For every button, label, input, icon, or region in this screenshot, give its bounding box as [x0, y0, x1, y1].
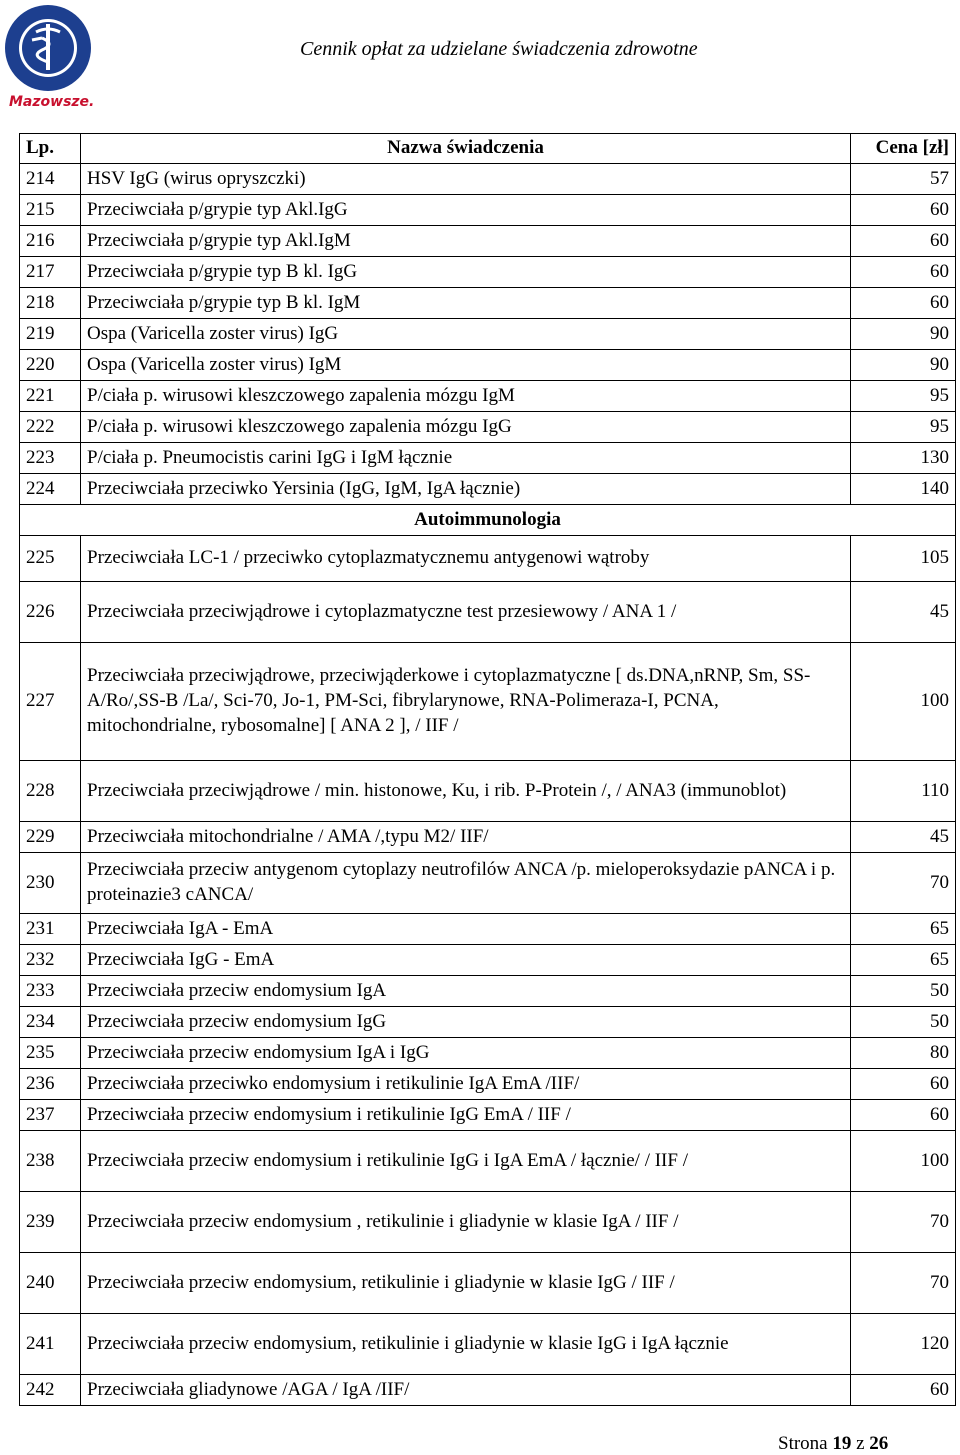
row-lp: 225	[20, 536, 81, 582]
row-lp: 222	[20, 412, 81, 443]
table-row	[20, 1375, 956, 1406]
row-price: 65	[851, 914, 956, 945]
row-price: 50	[851, 976, 956, 1007]
row-lp: 220	[20, 350, 81, 381]
table-row	[20, 164, 956, 195]
table-row	[20, 1192, 956, 1253]
row-lp: 240	[20, 1253, 81, 1314]
row-price: 45	[851, 582, 956, 643]
table-header-row	[20, 134, 956, 164]
row-lp: 226	[20, 582, 81, 643]
table-row	[20, 474, 956, 505]
row-price: 80	[851, 1038, 956, 1069]
table-row	[20, 1069, 956, 1100]
row-price: 45	[851, 822, 956, 853]
row-lp: 242	[20, 1375, 81, 1406]
row-name: Przeciwciała gliadynowe /AGA / IgA /IIF/	[81, 1375, 851, 1406]
table-row	[20, 381, 956, 412]
row-price: 105	[851, 536, 956, 582]
row-price: 70	[851, 1253, 956, 1314]
row-name: Przeciwciała przeciw endomysium i retikulinie IgG i IgA EmA / łącznie/ / IIF /	[81, 1131, 851, 1192]
row-lp: 223	[20, 443, 81, 474]
row-price: 100	[851, 643, 956, 761]
row-name: Przeciwciała przeciw endomysium, retikulinie i gliadynie w klasie IgG i IgA łącznie	[81, 1314, 851, 1375]
row-lp: 236	[20, 1069, 81, 1100]
row-lp: 215	[20, 195, 81, 226]
price-table	[19, 133, 956, 1406]
row-name: Przeciwciała IgA - EmA	[81, 914, 851, 945]
table-row	[20, 288, 956, 319]
table-row	[20, 319, 956, 350]
table-row	[20, 582, 956, 643]
row-lp: 239	[20, 1192, 81, 1253]
row-lp: 221	[20, 381, 81, 412]
table-row	[20, 822, 956, 853]
row-name: Przeciwciała p/grypie typ Akl.IgM	[81, 226, 851, 257]
section-row	[20, 505, 956, 536]
row-name: Przeciwciała przeciwko Yersinia (IgG, IgM, IgA łącznie)	[81, 474, 851, 505]
row-lp: 216	[20, 226, 81, 257]
row-name: Przeciwciała p/grypie typ Akl.IgG	[81, 195, 851, 226]
table-row	[20, 1314, 956, 1375]
table-row	[20, 257, 956, 288]
table-row	[20, 226, 956, 257]
row-lp: 228	[20, 761, 81, 822]
table-row	[20, 443, 956, 474]
table-row	[20, 914, 956, 945]
row-name: Przeciwciała p/grypie typ B kl. IgG	[81, 257, 851, 288]
row-name: Przeciwciała przeciwjądrowe, przeciwjąderkowe i cytoplazmatyczne [ ds.DNA,nRNP, Sm, SS-A/Ro/,SS-B /La/, Sci-70, Jo-1, PM-Sci, fibrylarynowe, RNA-Polimeraza-I, PCNA, mitochondrialne, rybosomalne] [ ANA 2 ], / IIF /	[81, 643, 851, 761]
row-lp: 233	[20, 976, 81, 1007]
row-price: 57	[851, 164, 956, 195]
row-price: 130	[851, 443, 956, 474]
row-lp: 237	[20, 1100, 81, 1131]
table-row	[20, 195, 956, 226]
table-row	[20, 1038, 956, 1069]
row-name: Ospa (Varicella zoster virus) IgM	[81, 350, 851, 381]
table-row	[20, 761, 956, 822]
column-header-name: Nazwa świadczenia	[81, 134, 851, 164]
row-price: 95	[851, 412, 956, 443]
row-lp: 217	[20, 257, 81, 288]
table-row	[20, 412, 956, 443]
table-row	[20, 1253, 956, 1314]
row-name: Przeciwciała p/grypie typ B kl. IgM	[81, 288, 851, 319]
column-header-price: Cena [zł]	[851, 134, 956, 164]
row-lp: 229	[20, 822, 81, 853]
row-price: 90	[851, 319, 956, 350]
row-lp: 219	[20, 319, 81, 350]
row-lp: 238	[20, 1131, 81, 1192]
column-header-lp: Lp.	[20, 134, 81, 164]
row-name: HSV IgG (wirus opryszczki)	[81, 164, 851, 195]
row-name: Przeciwciała mitochondrialne / AMA /,typu M2/ IIF/	[81, 822, 851, 853]
row-price: 70	[851, 1192, 956, 1253]
row-price: 90	[851, 350, 956, 381]
table-row	[20, 536, 956, 582]
row-name: Przeciwciała przeciwko endomysium i retikulinie IgA EmA /IIF/	[81, 1069, 851, 1100]
table-row	[20, 976, 956, 1007]
row-price: 120	[851, 1314, 956, 1375]
page-number: Strona 19 z 26	[778, 1433, 889, 1454]
hospital-logo	[2, 2, 94, 114]
row-name: P/ciała p. wirusowi kleszczowego zapalenia mózgu IgM	[81, 381, 851, 412]
document-title: Cennik opłat za udzielane świadczenia zdrowotne	[300, 38, 698, 60]
row-name: Przeciwciała przeciw endomysium, retikulinie i gliadynie w klasie IgG / IIF /	[81, 1253, 851, 1314]
table-row	[20, 643, 956, 761]
row-price: 60	[851, 1375, 956, 1406]
row-name: Przeciwciała LC-1 / przeciwko cytoplazmatycznemu antygenowi wątroby	[81, 536, 851, 582]
row-name: Przeciwciała IgG - EmA	[81, 945, 851, 976]
row-price: 100	[851, 1131, 956, 1192]
table-row	[20, 350, 956, 381]
row-lp: 235	[20, 1038, 81, 1069]
row-name: Przeciwciała przeciw endomysium IgA	[81, 976, 851, 1007]
row-price: 50	[851, 1007, 956, 1038]
table-row	[20, 853, 956, 914]
row-name: Przeciwciała przeciw endomysium IgG	[81, 1007, 851, 1038]
row-price: 60	[851, 1069, 956, 1100]
table-row	[20, 1131, 956, 1192]
section-heading: Autoimmunologia	[20, 505, 956, 536]
row-name: Przeciwciała przeciw endomysium i retikulinie IgG EmA / IIF /	[81, 1100, 851, 1131]
row-price: 60	[851, 226, 956, 257]
row-lp: 230	[20, 853, 81, 914]
row-price: 60	[851, 195, 956, 226]
row-lp: 218	[20, 288, 81, 319]
row-name: Przeciwciała przeciwjądrowe i cytoplazmatyczne test przesiewowy / ANA 1 /	[81, 582, 851, 643]
row-lp: 234	[20, 1007, 81, 1038]
row-name: P/ciała p. Pneumocistis carini IgG i IgM łącznie	[81, 443, 851, 474]
row-name: Przeciwciała przeciw antygenom cytoplazy neutrofilów ANCA /p. mieloperoksydazie pANCA i p. proteinazie3 cANCA/	[81, 853, 851, 914]
row-price: 60	[851, 257, 956, 288]
table-row	[20, 945, 956, 976]
table-row	[20, 1007, 956, 1038]
row-lp: 227	[20, 643, 81, 761]
row-lp: 214	[20, 164, 81, 195]
svg-text:Mazowsze.: Mazowsze.	[9, 94, 94, 110]
row-price: 60	[851, 288, 956, 319]
row-price: 60	[851, 1100, 956, 1131]
row-price: 140	[851, 474, 956, 505]
row-name: P/ciała p. wirusowi kleszczowego zapalenia mózgu IgG	[81, 412, 851, 443]
row-lp: 232	[20, 945, 81, 976]
row-price: 110	[851, 761, 956, 822]
row-price: 95	[851, 381, 956, 412]
table-row	[20, 1100, 956, 1131]
row-name: Przeciwciała przeciw endomysium IgA i IgG	[81, 1038, 851, 1069]
row-name: Przeciwciała przeciwjądrowe / min. histonowe, Ku, i rib. P-Protein /, / ANA3 (immunoblot)	[81, 761, 851, 822]
row-lp: 224	[20, 474, 81, 505]
row-lp: 231	[20, 914, 81, 945]
row-price: 65	[851, 945, 956, 976]
row-name: Ospa (Varicella zoster virus) IgG	[81, 319, 851, 350]
row-lp: 241	[20, 1314, 81, 1375]
row-name: Przeciwciała przeciw endomysium , retikulinie i gliadynie w klasie IgA / IIF /	[81, 1192, 851, 1253]
row-price: 70	[851, 853, 956, 914]
